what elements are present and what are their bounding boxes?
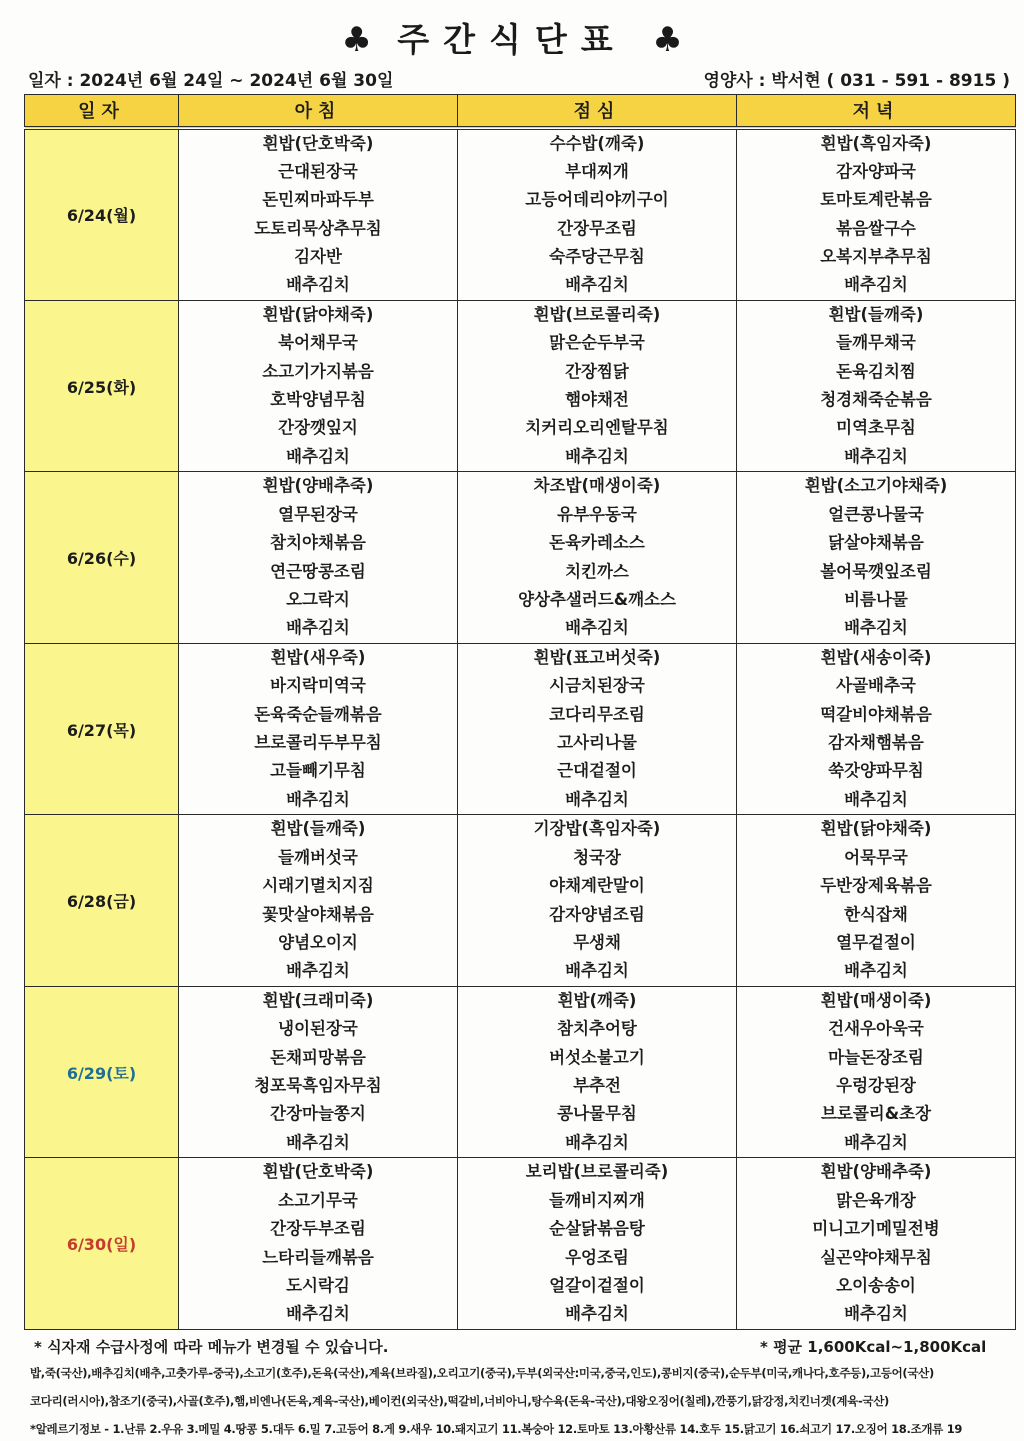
dinner-cell xyxy=(737,815,1016,987)
dinner-cell xyxy=(737,300,1016,472)
menu-item: 볶음쌀구수 xyxy=(836,218,916,238)
menu-item: 돈민찌마파두부 xyxy=(262,190,374,210)
menu-item: 미역초무침 xyxy=(836,418,916,438)
menu-item: 흰밥(새우죽) xyxy=(270,647,366,667)
menu-item: 흰밥(크래미죽) xyxy=(262,990,374,1010)
title-text: 주간식단표 xyxy=(397,20,627,59)
menu-item: 양상추샐러드&깨소스 xyxy=(518,589,676,609)
menu-item: 마늘돈장조림 xyxy=(828,1047,924,1067)
club-right-icon: ♣ xyxy=(652,20,683,60)
menu-item: 순살닭볶음탕 xyxy=(549,1219,645,1239)
menu-item: 배추김치 xyxy=(565,446,629,466)
menu-item: 유부우동국 xyxy=(557,504,637,524)
menu-item: 볼어묵깻잎조림 xyxy=(820,561,932,581)
menu-item: 흰밥(들깨죽) xyxy=(828,304,924,324)
dinner-cell xyxy=(737,128,1016,301)
menu-item: 우엉조림 xyxy=(565,1247,629,1267)
menu-item: 콩나물무침 xyxy=(557,1104,637,1124)
menu-item: 기장밥(흑임자죽) xyxy=(533,819,661,839)
menu-item: 느타리들깨볶음 xyxy=(262,1247,374,1267)
menu-item: 호박양념무침 xyxy=(270,390,366,410)
menu-item: 배추김치 xyxy=(286,446,350,466)
menu-item: 돈육죽순들깨볶음 xyxy=(254,704,382,724)
menu-item: 치커리오리엔탈무침 xyxy=(525,418,669,438)
dinner-cell xyxy=(737,986,1016,1158)
calorie-note: * 평균 1,600Kcal~1,800Kcal xyxy=(760,1338,987,1356)
breakfast-cell xyxy=(179,986,458,1158)
menu-item: 비름나물 xyxy=(844,589,908,609)
menu-item: 도토리묵상추무침 xyxy=(254,218,382,238)
menu-item: 배추김치 xyxy=(286,275,350,295)
menu-item: 청경채죽순볶음 xyxy=(820,390,932,410)
menu-item: 한식잡채 xyxy=(844,904,908,924)
menu-item: 흰밥(깨죽) xyxy=(557,990,637,1010)
menu-item: 배추김치 xyxy=(844,275,908,295)
menu-item: 간장찜닭 xyxy=(565,361,629,381)
menu-item: 오이송송이 xyxy=(836,1275,916,1295)
menu-item: 돈육김치찜 xyxy=(836,361,916,381)
breakfast-cell xyxy=(179,1158,458,1330)
menu-item: 브로콜리두부무침 xyxy=(254,733,382,753)
header-day: 일자 xyxy=(25,95,179,128)
menu-item: 배추김치 xyxy=(565,789,629,809)
menu-item: 간장무조림 xyxy=(557,218,637,238)
menu-item: 코다리무조림 xyxy=(549,704,645,724)
menu-item: 들깨비지찌개 xyxy=(549,1190,645,1210)
menu-item: 보리밥(브로콜리죽) xyxy=(525,1162,669,1182)
menu-item: 양념오이지 xyxy=(278,932,358,952)
lunch-cell xyxy=(458,815,737,987)
menu-day-row xyxy=(25,815,1016,987)
lunch-cell xyxy=(458,1158,737,1330)
header-breakfast: 아침 xyxy=(179,95,458,128)
menu-day-row xyxy=(25,643,1016,815)
day-label: 6/24(월) xyxy=(25,128,179,301)
menu-item: 배추김치 xyxy=(844,446,908,466)
menu-change-note: * 식자재 수급사정에 따라 메뉴가 변경될 수 있습니다. xyxy=(34,1338,389,1356)
menu-item: 고사리나물 xyxy=(557,733,637,753)
menu-item: 열무겉절이 xyxy=(836,932,916,952)
menu-item: 오복지부추무침 xyxy=(820,247,932,267)
menu-day-row xyxy=(25,300,1016,472)
menu-item: 미니고기메밀전병 xyxy=(812,1219,940,1239)
menu-item: 고들빼기무침 xyxy=(270,761,366,781)
menu-item: 흰밥(닭야채죽) xyxy=(820,819,932,839)
menu-item: 토마토계란볶음 xyxy=(820,190,932,210)
menu-item: 흰밥(들깨죽) xyxy=(270,819,366,839)
menu-item: 연근땅콩조림 xyxy=(270,561,366,581)
menu-day-row xyxy=(25,472,1016,644)
menu-item: 간장두부조림 xyxy=(270,1219,366,1239)
origin-info-line-2: 코다리(러시아),참조기(중국),사골(호주),햄,비엔나(돈육,계육-국산),베이컨(외국산),떡갈비,너비아니,탕수육(돈육-국산),대왕오징어(칠레),깐풍기,닭강정,치킨너겟(계육-국산) xyxy=(30,1394,889,1408)
menu-item: 배추김치 xyxy=(565,275,629,295)
menu-item: 배추김치 xyxy=(844,789,908,809)
menu-item: 햄야채전 xyxy=(565,390,629,410)
menu-item: 들깨무채국 xyxy=(836,333,916,353)
menu-item: 버섯소불고기 xyxy=(549,1047,645,1067)
menu-item: 쑥갓양파무침 xyxy=(828,761,924,781)
lunch-cell xyxy=(458,986,737,1158)
dinner-cell xyxy=(737,643,1016,815)
menu-item: 얼큰콩나물국 xyxy=(828,504,924,524)
menu-item: 배추김치 xyxy=(565,1132,629,1152)
menu-item: 북어채무국 xyxy=(278,333,358,353)
breakfast-cell xyxy=(179,472,458,644)
menu-item: 야채계란말이 xyxy=(549,876,645,896)
menu-item: 부대찌개 xyxy=(565,161,629,181)
menu-item: 참치야채볶음 xyxy=(270,533,366,553)
header-dinner: 저녁 xyxy=(737,95,1016,128)
menu-item: 치킨까스 xyxy=(565,561,629,581)
menu-item: 간장깻잎지 xyxy=(278,418,358,438)
menu-item: 배추김치 xyxy=(286,618,350,638)
menu-item: 감자양념조림 xyxy=(549,904,645,924)
table-header-row xyxy=(25,95,1016,128)
menu-day-row xyxy=(25,1158,1016,1330)
breakfast-cell xyxy=(179,643,458,815)
menu-item: 건새우아욱국 xyxy=(828,1019,924,1039)
origin-info-line-1: 밥,죽(국산),배추김치(배추,고춧가루-중국),소고기(호주),돈육(국산),계육(브라질),오리고기(중국),두부(외국산:미국,중국,인도),콩비지(중국),순두부(미국,캐나다,호주등),고등어(국산) xyxy=(30,1366,934,1380)
weekly-menu-table xyxy=(24,94,1016,1330)
menu-item: 돈육카레소스 xyxy=(549,533,645,553)
menu-item: 흰밥(소고기야채죽) xyxy=(804,476,948,496)
menu-item: 김자반 xyxy=(294,247,342,267)
menu-item: 배추김치 xyxy=(286,961,350,981)
day-label: 6/27(목) xyxy=(25,643,179,815)
menu-item: 어묵무국 xyxy=(844,847,908,867)
menu-item: 고등어데리야끼구이 xyxy=(525,190,669,210)
menu-item: 배추김치 xyxy=(286,789,350,809)
menu-item: 시래기멸치지짐 xyxy=(262,876,374,896)
menu-item: 근대된장국 xyxy=(278,161,358,181)
menu-item: 흰밥(단호박죽) xyxy=(262,1162,374,1182)
dinner-cell xyxy=(737,1158,1016,1330)
day-label: 6/28(금) xyxy=(25,815,179,987)
menu-item: 우렁강된장 xyxy=(836,1076,916,1096)
menu-item: 떡갈비야채볶음 xyxy=(820,704,932,724)
breakfast-cell xyxy=(179,815,458,987)
menu-item: 닭살야채볶음 xyxy=(828,533,924,553)
menu-item: 흰밥(단호박죽) xyxy=(262,133,374,153)
menu-item: 배추김치 xyxy=(844,1132,908,1152)
menu-item: 맑은순두부국 xyxy=(549,333,645,353)
menu-item: 근대겉절이 xyxy=(557,761,637,781)
menu-item: 부추전 xyxy=(573,1076,621,1096)
nutritionist-info: 영양사 : 박서현 ( 031 - 591 - 8915 ) xyxy=(703,71,1010,91)
menu-day-row xyxy=(25,986,1016,1158)
menu-item: 사골배추국 xyxy=(836,676,916,696)
menu-item: 실곤약야채무침 xyxy=(820,1247,932,1267)
menu-item: 배추김치 xyxy=(844,618,908,638)
menu-item: 감자채햄볶음 xyxy=(828,733,924,753)
breakfast-cell xyxy=(179,128,458,301)
day-label: 6/26(수) xyxy=(25,472,179,644)
lunch-cell xyxy=(458,472,737,644)
menu-item: 브로콜리&초장 xyxy=(820,1104,932,1124)
lunch-cell xyxy=(458,128,737,301)
menu-item: 맑은육개장 xyxy=(836,1190,916,1210)
menu-item: 꽃맛살야채볶음 xyxy=(262,904,374,924)
menu-item: 시금치된장국 xyxy=(549,676,645,696)
menu-item: 바지락미역국 xyxy=(270,676,366,696)
menu-item: 돈채피망볶음 xyxy=(270,1047,366,1067)
menu-item: 도시락김 xyxy=(286,1275,350,1295)
day-label: 6/29(토) xyxy=(25,986,179,1158)
menu-item: 참치추어탕 xyxy=(557,1019,637,1039)
menu-item: 청국장 xyxy=(573,847,621,867)
allergy-info: *알레르기정보 - 1.난류 2.우유 3.메밀 4.땅콩 5.대두 6.밀 7.고등어 8.게 9.새우 10.돼지고기 11.복숭아 12.토마토 13.아황산류 14.호두 15.닭고기 16.쇠고기 17.오징어 18.조개류 19 xyxy=(30,1422,963,1436)
menu-item: 차조밥(매생이죽) xyxy=(533,476,661,496)
menu-item: 흰밥(양배추죽) xyxy=(820,1162,932,1182)
lunch-cell xyxy=(458,643,737,815)
menu-item: 흰밥(브로콜리죽) xyxy=(533,304,661,324)
menu-item: 청포묵흑임자무침 xyxy=(254,1076,382,1096)
day-label: 6/30(일) xyxy=(25,1158,179,1330)
breakfast-cell xyxy=(179,300,458,472)
menu-item: 들깨버섯국 xyxy=(278,847,358,867)
page-title xyxy=(0,14,1024,61)
menu-item: 흰밥(양배추죽) xyxy=(262,476,374,496)
menu-item: 배추김치 xyxy=(844,1304,908,1324)
menu-day-row xyxy=(25,128,1016,301)
day-label: 6/25(화) xyxy=(25,300,179,472)
dinner-cell xyxy=(737,472,1016,644)
menu-item: 오그락지 xyxy=(286,589,350,609)
menu-item: 배추김치 xyxy=(565,1304,629,1324)
menu-item: 흰밥(표고버섯죽) xyxy=(533,647,661,667)
menu-item: 숙주당근무침 xyxy=(549,247,645,267)
menu-item: 배추김치 xyxy=(565,618,629,638)
menu-item: 배추김치 xyxy=(565,961,629,981)
date-range: 일자 : 2024년 6월 24일 ~ 2024년 6월 30일 xyxy=(28,71,394,91)
menu-item: 무생채 xyxy=(573,932,621,952)
menu-item: 감자양파국 xyxy=(836,161,916,181)
menu-item: 두반장제육볶음 xyxy=(820,876,932,896)
menu-item: 흰밥(매생이죽) xyxy=(820,990,932,1010)
menu-item: 배추김치 xyxy=(286,1132,350,1152)
menu-item: 흰밥(흑임자죽) xyxy=(820,133,932,153)
menu-item: 열무된장국 xyxy=(278,504,358,524)
menu-item: 배추김치 xyxy=(844,961,908,981)
club-left-icon: ♣ xyxy=(341,20,372,60)
lunch-cell xyxy=(458,300,737,472)
menu-item: 간장마늘쫑지 xyxy=(270,1104,366,1124)
menu-item: 소고기가지볶음 xyxy=(262,361,374,381)
menu-item: 흰밥(새송이죽) xyxy=(820,647,932,667)
menu-item: 냉이된장국 xyxy=(278,1019,358,1039)
menu-item: 소고기무국 xyxy=(278,1190,358,1210)
menu-item: 얼갈이겉절이 xyxy=(549,1275,645,1295)
menu-item: 수수밥(깨죽) xyxy=(549,133,645,153)
header-lunch: 점심 xyxy=(458,95,737,128)
menu-item: 배추김치 xyxy=(286,1304,350,1324)
menu-item: 흰밥(닭야채죽) xyxy=(262,304,374,324)
